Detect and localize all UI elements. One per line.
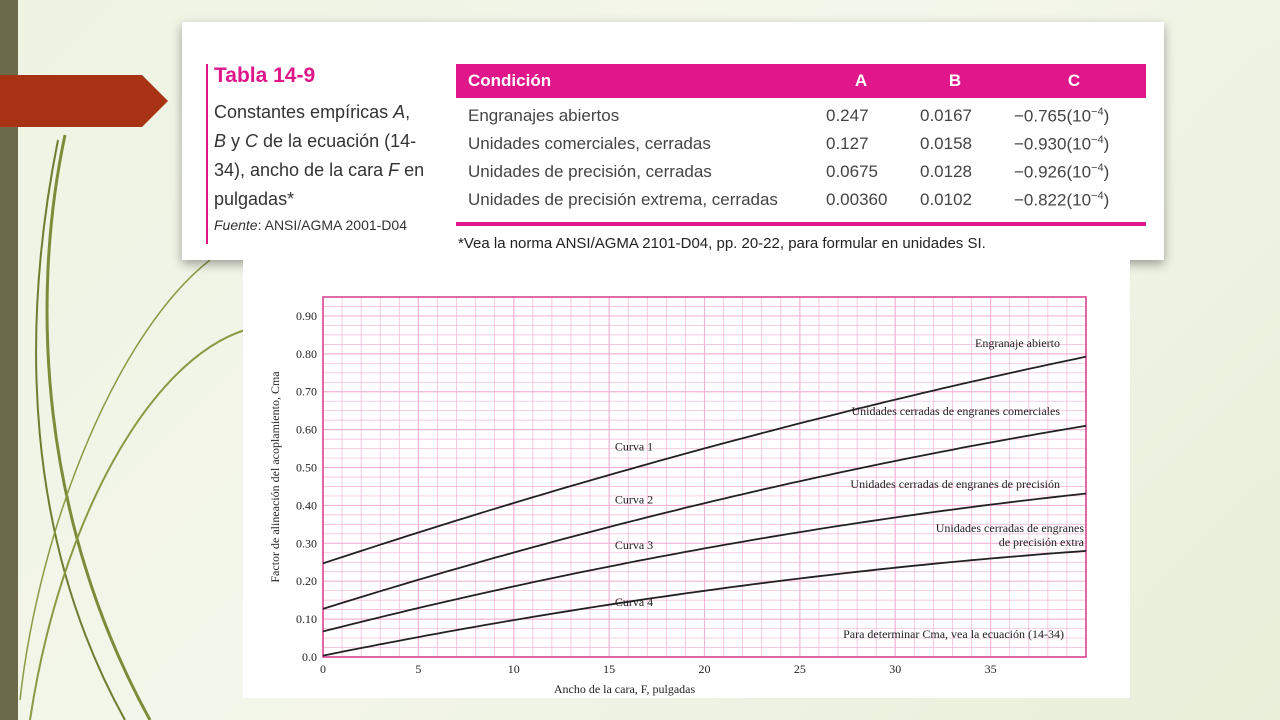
x-tick-label: 35 [984, 662, 997, 676]
table-row: Engranajes abiertos 0.247 0.0167 $-0.765(10^{-4})$ [468, 105, 1110, 126]
curve-description-label: Engranaje abierto [975, 336, 1060, 351]
header-a: A [814, 64, 908, 98]
y-tick-label: 0.60 [296, 422, 317, 437]
curve-number-label: Curva 1 [614, 439, 654, 454]
table-source: Fuente: ANSI/AGMA 2001-D04 [206, 214, 429, 244]
chart-annotation: Para determinar Cma, vea la ecuación (14-34) [843, 627, 1064, 642]
table-number: Tabla 14-9 [206, 64, 429, 88]
y-tick-label: 0.10 [296, 612, 317, 627]
table-footnote: *Vea la norma ANSI/AGMA 2101-D04, pp. 20-22, para formular en unidades SI. [458, 235, 986, 252]
table-row: Unidades de precisión, cerradas 0.0675 0.0128 $-0.926(10^{-4})$ [468, 161, 1110, 182]
y-tick-label: 0.70 [296, 384, 317, 399]
x-tick-label: 15 [603, 662, 616, 676]
y-axis-label: Factor de alineación del acoplamiento, Cma [268, 371, 282, 583]
header-c: C [1002, 64, 1146, 98]
y-tick-label: 0.90 [296, 308, 317, 323]
y-tick-label: 0.40 [296, 498, 317, 513]
curve-number-label: Curva 2 [614, 492, 654, 507]
x-tick-label: 10 [507, 662, 520, 676]
table-header-row [456, 64, 1146, 98]
x-tick-label: 0 [320, 662, 326, 676]
y-tick-label: 0.50 [296, 460, 317, 475]
header-condition: Condición [456, 64, 814, 98]
y-tick-label: 0.0 [302, 650, 317, 664]
table-caption [214, 64, 429, 244]
cma-chart [243, 260, 1130, 698]
curve-description-label: de precisión extra [998, 535, 1084, 550]
y-tick-label: 0.30 [296, 536, 317, 551]
curve-number-label: Curva 4 [614, 594, 654, 609]
y-tick-label: 0.80 [296, 346, 317, 361]
x-tick-label: 30 [889, 662, 902, 676]
table-row: Unidades de precisión extrema, cerradas 0.00360 0.0102 $-0.822(10^{-4})$ [468, 189, 1110, 210]
table-card [182, 22, 1164, 260]
table-description: Constantes empíricas A, B y C de la ecuación (14-34), ancho de la cara F en pulgadas* [206, 88, 429, 214]
chart-card [243, 260, 1130, 698]
constants-table [456, 64, 1146, 214]
header-b: B [908, 64, 1002, 98]
red-arrow-tab [0, 75, 168, 127]
curve-description-label: Unidades cerradas de engranes de precisión [850, 476, 1060, 491]
curve-description-label: Unidades cerradas de engranes comerciales [851, 404, 1060, 419]
table-bottom-rule [456, 222, 1146, 226]
x-tick-label: 25 [793, 662, 806, 676]
y-tick-label: 0.20 [296, 574, 317, 589]
table-row: Unidades comerciales, cerradas 0.127 0.0158 $-0.930(10^{-4})$ [468, 133, 1110, 154]
x-tick-label: 20 [698, 662, 711, 676]
x-axis-label: Ancho de la cara, F, pulgadas [553, 682, 696, 696]
curve-description-label: Unidades cerradas de engranes [935, 521, 1084, 536]
x-tick-label: 5 [415, 662, 422, 676]
curve-number-label: Curva 3 [614, 538, 654, 552]
